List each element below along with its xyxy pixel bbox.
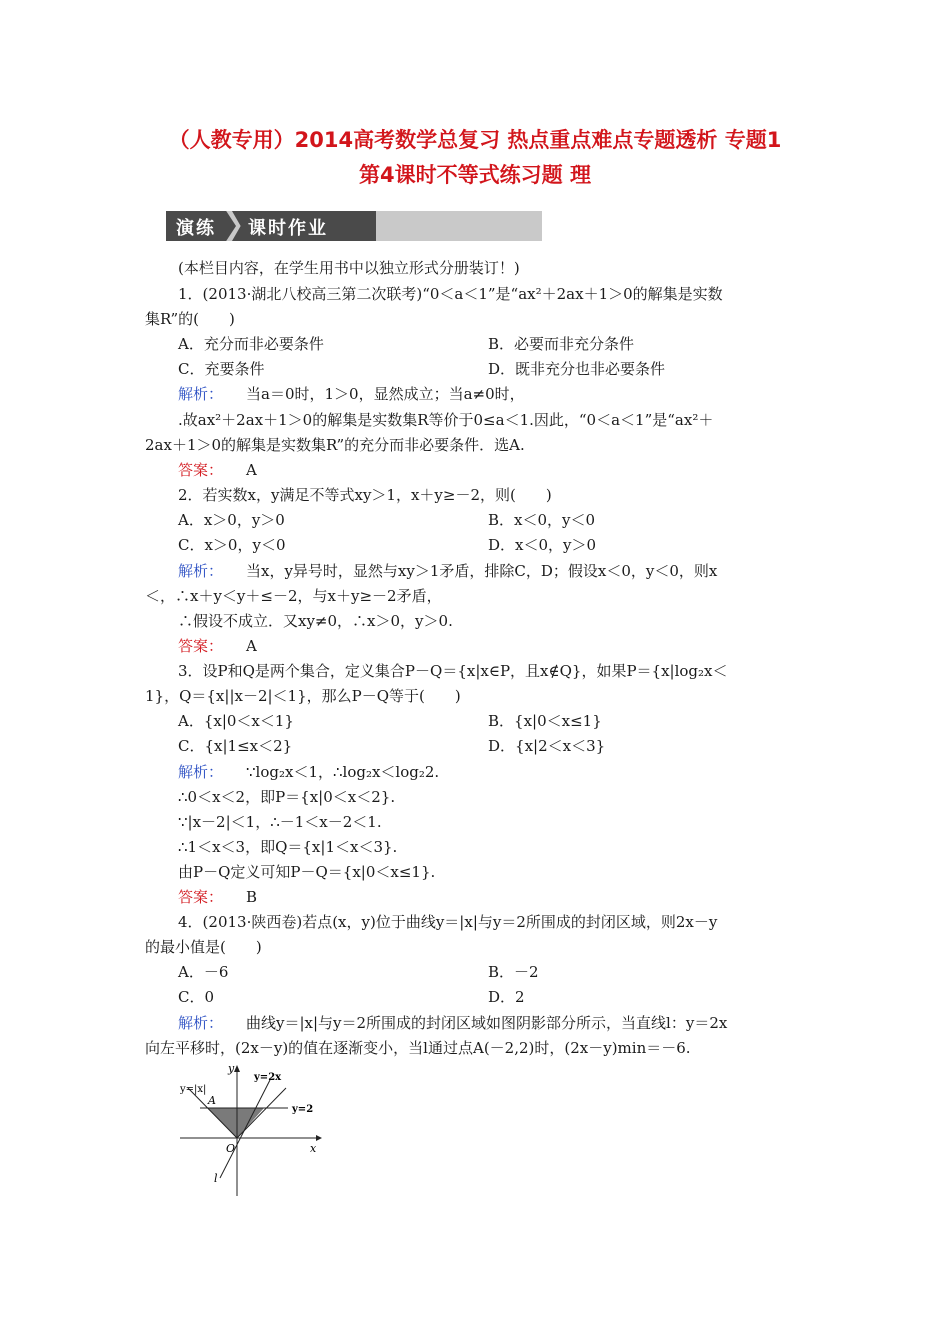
banner-left-label: 演练 bbox=[176, 218, 216, 239]
label-line-l: l bbox=[214, 1172, 218, 1185]
page-title-line2: 第4课时不等式练习题 理 bbox=[359, 163, 591, 187]
q4-solution-line1: 曲线y＝|x|与y＝2所围成的封闭区域如图阴影部分所示，当直线l：y＝2x bbox=[246, 1014, 728, 1032]
label-y-abs-x: y=|x| bbox=[180, 1084, 207, 1095]
section-banner bbox=[166, 211, 542, 241]
q2-solution-line3: ∴假设不成立．又xy≠0，∴x＞0，y＞0. bbox=[178, 612, 453, 630]
q4-option-b: B．－2 bbox=[488, 963, 539, 981]
q4-option-a: A．－6 bbox=[178, 963, 229, 981]
q1-stem-line2: 集R”的( ) bbox=[145, 310, 235, 328]
q3-option-b: B．{x|0＜x≤1} bbox=[488, 712, 602, 730]
q3-answer-value: B bbox=[246, 888, 258, 906]
q4-option-c: C．0 bbox=[178, 988, 215, 1006]
q4-stem-line1: 4．(2013·陕西卷)若点(x，y)位于曲线y＝|x|与y＝2所围成的封闭区域，则2x－y bbox=[178, 913, 718, 931]
q1-option-a: A．充分而非必要条件 bbox=[178, 335, 324, 353]
label-origin: O bbox=[226, 1142, 236, 1155]
q3-answer-label: 答案： bbox=[178, 888, 224, 906]
q1-solution-line3: 2ax＋1＞0的解集是实数集R”的充分而非必要条件．选A. bbox=[145, 436, 525, 454]
q3-solution-line3: ∵|x－2|＜1，∴－1＜x－2＜1. bbox=[178, 813, 382, 831]
q2-option-d: D．x＜0，y＞0 bbox=[488, 536, 597, 554]
q3-solution-line4: ∴1＜x＜3，即Q＝{x|1＜x＜3}. bbox=[178, 838, 398, 856]
q3-analysis-label: 解析： bbox=[178, 763, 224, 781]
region-figure bbox=[170, 1060, 330, 1200]
q2-option-b: B．x＜0，y＜0 bbox=[488, 511, 596, 529]
q3-solution-line2: ∴0＜x＜2，即P＝{x|0＜x＜2}. bbox=[178, 788, 396, 806]
label-x-axis: x bbox=[310, 1142, 317, 1155]
label-point-a: A bbox=[208, 1094, 216, 1107]
q3-solution-line5: 由P－Q定义可知P－Q＝{x|0＜x≤1}. bbox=[178, 863, 436, 881]
x-axis-arrow bbox=[316, 1135, 322, 1141]
q3-option-c: C．{x|1≤x＜2} bbox=[178, 737, 293, 755]
y-axis-arrow bbox=[234, 1065, 240, 1072]
q2-solution-line1: 当x，y异号时，显然与xy＞1矛盾，排除C，D；假设x＜0，y＜0，则x bbox=[246, 562, 718, 580]
q4-analysis-label: 解析： bbox=[178, 1014, 224, 1032]
label-y-2: y=2 bbox=[292, 1104, 314, 1115]
q1-stem-line1: 1．(2013·湖北八校高三第二次联考)“0＜a＜1”是“ax²＋2ax＋1＞0的解集是实数 bbox=[178, 285, 723, 303]
q1-analysis-label: 解析： bbox=[178, 385, 224, 403]
q2-answer-value: A bbox=[246, 637, 257, 655]
q2-option-a: A．x＞0，y＞0 bbox=[178, 511, 285, 529]
q3-solution-line1: ∵log₂x＜1，∴log₂x＜log₂2. bbox=[246, 763, 440, 781]
q2-answer-label: 答案： bbox=[178, 637, 224, 655]
banner-right-label: 课时作业 bbox=[248, 218, 328, 239]
q2-solution-line2: ＜，∴x＋y＜y＋≤－2，与x＋y≥－2矛盾， bbox=[145, 587, 442, 605]
q1-answer-label: 答案： bbox=[178, 461, 224, 479]
q1-answer-value: A bbox=[246, 461, 257, 479]
q1-option-d: D．既非充分也非必要条件 bbox=[488, 360, 666, 378]
shaded-region bbox=[208, 1108, 264, 1138]
q3-option-a: A．{x|0＜x＜1} bbox=[178, 712, 294, 730]
q3-option-d: D．{x|2＜x＜3} bbox=[488, 737, 606, 755]
label-y-2x: y=2x bbox=[254, 1072, 282, 1083]
q1-solution-line2: .故ax²＋2ax＋1＞0的解集是实数集R等价于0≤a＜1.因此，“0＜a＜1”是“ax²＋ bbox=[178, 411, 714, 429]
q4-solution-line2: 向左平移时，(2x－y)的值在逐渐变小，当l通过点A(－2,2)时，(2x－y)min＝－6. bbox=[145, 1039, 691, 1057]
label-y-axis: y bbox=[228, 1062, 235, 1075]
q3-stem-line2: 1}，Q＝{x||x－2|＜1}，那么P－Q等于( ) bbox=[145, 687, 461, 705]
page-title-line1: （人教专用）2014高考数学总复习 热点重点难点专题透析 专题1 bbox=[168, 128, 782, 152]
q4-stem-line2: 的最小值是( ) bbox=[145, 938, 262, 956]
q4-option-d: D．2 bbox=[488, 988, 525, 1006]
q2-stem: 2．若实数x，y满足不等式xy＞1，x＋y≥－2，则( ) bbox=[178, 486, 552, 504]
q2-option-c: C．x＞0，y＜0 bbox=[178, 536, 286, 554]
q1-solution-line1: 当a＝0时，1＞0，显然成立；当a≠0时， bbox=[246, 385, 525, 403]
q1-option-c: C．充要条件 bbox=[178, 360, 265, 378]
q1-option-b: B．必要而非充分条件 bbox=[488, 335, 635, 353]
q3-stem-line1: 3．设P和Q是两个集合，定义集合P－Q＝{x|x∈P，且x∉Q}，如果P＝{x|log₂x＜ bbox=[178, 662, 728, 680]
section-note: (本栏目内容，在学生用书中以独立形式分册装订！) bbox=[178, 259, 520, 277]
q2-analysis-label: 解析： bbox=[178, 562, 224, 580]
